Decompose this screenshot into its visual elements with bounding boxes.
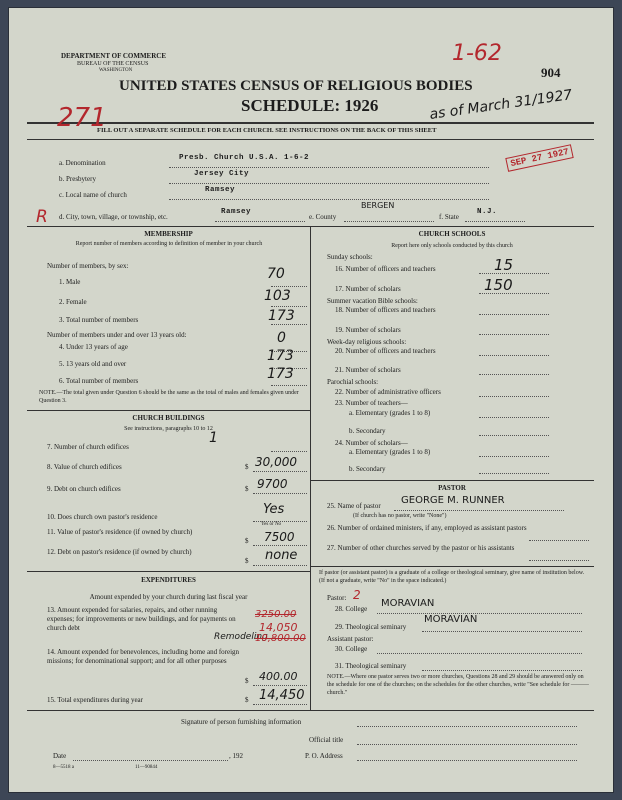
q24a-label: a. Elementary (grades 1 to 8): [349, 448, 431, 456]
bureau-label: BUREAU OF THE CENSUS: [77, 61, 149, 67]
signature-label: Signature of person furnishing information: [181, 718, 302, 726]
summer-schools-label: Summer vacation Bible schools:: [327, 297, 418, 305]
q12-dollar: $: [245, 557, 249, 565]
schools-heading: CHURCH SCHOOLS: [418, 230, 486, 238]
q26-label: 26. Number of ordained ministers, if any, employed as assistant pastors: [327, 524, 527, 532]
pastor-heading: PASTOR: [438, 484, 466, 492]
date-line: [73, 760, 228, 761]
q14-dollar: $: [245, 677, 249, 685]
q11-dollar: $: [245, 537, 249, 545]
state-value: N.J.: [477, 208, 498, 216]
q26-line: [529, 540, 589, 541]
buildings-subheading: See instructions, paragraphs 10 to 12: [124, 426, 213, 432]
local-name-value: Ramsey: [205, 186, 236, 194]
q23a-label: a. Elementary (grades 1 to 8): [349, 409, 431, 417]
q25-line: [394, 510, 564, 511]
q25-label: 25. Name of pastor: [327, 502, 381, 510]
sunday-schools-label: Sunday schools:: [327, 253, 373, 261]
presbytery-line: [169, 183, 489, 184]
state-label: f. State: [439, 213, 459, 221]
q27-label: 27. Number of other churches served by the pastor or his assistants: [327, 544, 515, 552]
as-of-date-annotation: as of March 31/1927: [428, 87, 574, 123]
q9-label: 9. Debt on church edifices: [47, 485, 121, 493]
q11-line: [253, 545, 307, 546]
q25-value: GEORGE M. RUNNER: [401, 495, 505, 506]
q19-line: [479, 334, 549, 335]
q15-dollar: $: [245, 696, 249, 704]
q7-label: 7. Number of church edifices: [47, 443, 129, 451]
q19-label: 19. Number of scholars: [335, 326, 401, 334]
female-label: 2. Female: [59, 298, 87, 306]
denomination-label: a. Denomination: [59, 159, 106, 167]
membership-intro: Report number of members according to definition of member in your church: [75, 241, 263, 247]
q29-label: 29. Theological seminary: [335, 623, 407, 631]
q23a-line: [479, 417, 549, 418]
corner-number: 904: [541, 65, 561, 80]
date-year: , 192: [229, 752, 243, 760]
q22-line: [479, 396, 549, 397]
q13-remodeling-amount: 10,800.00: [255, 633, 306, 644]
q8-label: 8. Value of church edifices: [47, 463, 122, 471]
form-code: 8—5518 a: [53, 765, 74, 770]
q25-hint: (If church has no pastor, write "None"): [353, 513, 447, 519]
q11-label: 11. Value of pastor's residence (if owned by church): [47, 528, 193, 536]
signature-line: [357, 726, 577, 727]
left-number-annotation: 271: [57, 103, 107, 133]
q28-value: MORAVIAN: [381, 598, 435, 609]
pastor-note: NOTE.—Where one pastor serves two or more churches, Questions 28 and 29 should be answered only on the schedule for one of the churches; on the schedules for the other churches, write "See schedule for ——— church.": [327, 674, 589, 696]
over-13-label: 5. 13 years old and over: [59, 360, 127, 368]
q13-amount: 14,050: [259, 621, 298, 634]
pastor-subhead: Pastor:: [327, 594, 347, 602]
q12-value: none: [265, 548, 298, 563]
q30-line: [377, 653, 582, 654]
weekday-schools-label: Week-day religious schools:: [327, 338, 407, 346]
schedule-title: SCHEDULE: 1926: [241, 96, 379, 115]
yes-no-hint: Yes or No: [261, 522, 282, 527]
male-value: 70: [267, 266, 285, 282]
grid-center-divider: [310, 226, 311, 710]
q29-value: MORAVIAN: [424, 614, 478, 625]
header-rule-top: [27, 122, 594, 124]
top-code-annotation: 1-62: [452, 41, 502, 66]
q12-line: [253, 565, 307, 566]
po-address-label: P. O. Address: [305, 752, 343, 760]
q21-label: 21. Number of scholars: [335, 366, 401, 374]
q17-label: 17. Number of scholars: [335, 285, 401, 293]
q30-label: 30. College: [335, 645, 368, 653]
q13-label: 13. Amount expended for salaries, repairs, and other running expenses; for improvements or new buildings, and for payments on church debt: [47, 606, 236, 632]
grid-bottom: [27, 710, 594, 711]
city-value: Ramsey: [221, 208, 252, 216]
q9-dollar: $: [245, 485, 249, 493]
under-13-value: 0: [277, 330, 286, 346]
official-title-line: [357, 744, 577, 745]
po-address-line: [357, 760, 577, 761]
male-line: [271, 286, 307, 287]
over-13-value: 173: [267, 348, 294, 364]
q15-value: 14,450: [259, 688, 305, 703]
membership-note: NOTE.—The total given under Question 6 should be the same as the total of males and females given under Question 3.: [39, 390, 299, 404]
q8-line: [253, 471, 307, 472]
q16-line: [479, 273, 549, 274]
city-line: [215, 221, 305, 222]
q21-line: [479, 374, 549, 375]
q23b-label: b. Secondary: [349, 427, 386, 435]
official-title-label: Official title: [309, 736, 344, 744]
q15-line: [253, 704, 307, 705]
q11-value: 7500: [264, 530, 295, 544]
total-members-3-line: [271, 324, 307, 325]
total-members-6-line: [271, 385, 307, 386]
q23b-line: [479, 435, 549, 436]
q15-label: 15. Total expenditures during year: [47, 696, 143, 704]
q20-label: 20. Number of officers and teachers: [335, 347, 436, 355]
county-line: [344, 221, 434, 222]
assistant-pastor-subhead: Assistant pastor:: [327, 635, 374, 643]
q17-value: 150: [484, 276, 513, 294]
q9-value: 9700: [257, 477, 288, 491]
city-label-field: d. City, town, village, or township, etc.: [59, 213, 168, 221]
pastor-number: 2: [353, 588, 361, 602]
q13-struck-amount: 3250.00: [255, 609, 297, 620]
q8-value: 30,000: [255, 455, 297, 469]
total-members-6-label: 6. Total number of members: [59, 377, 139, 385]
denomination-value: Presb. Church U.S.A. 1-6-2: [179, 154, 310, 162]
department-label: DEPARTMENT OF COMMERCE: [61, 52, 167, 60]
census-form-sheet: [9, 8, 613, 792]
q24b-line: [479, 473, 549, 474]
total-members-3-value: 173: [268, 308, 295, 324]
q28-label: 28. College: [335, 605, 368, 613]
expenditures-heading: EXPENDITURES: [141, 576, 196, 584]
instruction-line: FILL OUT A SEPARATE SCHEDULE FOR EACH CHURCH. SEE INSTRUCTIONS ON THE BACK OF THIS SHEET: [97, 127, 437, 134]
q23-label: 23. Number of teachers—: [335, 399, 408, 407]
parochial-schools-label: Parochial schools:: [327, 378, 379, 386]
county-value: BERGEN: [361, 201, 395, 210]
q31-line: [422, 670, 582, 671]
pastor-rule: [310, 480, 594, 481]
q18-line: [479, 314, 549, 315]
membership-heading: MEMBERSHIP: [144, 230, 193, 238]
presbytery-label: b. Presbytery: [59, 175, 96, 183]
local-name-label: c. Local name of church: [59, 191, 127, 199]
total-members-6-value: 173: [267, 366, 294, 382]
q14-value: 400.00: [259, 670, 298, 683]
print-code: 11—90844: [135, 765, 158, 770]
q14-label: 14. Amount expended for benevolences, including home and foreign missions; for denominational support; and for all other purposes: [47, 648, 240, 665]
presbytery-value: Jersey City: [194, 170, 250, 178]
local-name-line: [169, 199, 489, 200]
city-label: WASHINGTON: [99, 68, 133, 73]
q24-label: 24. Number of scholars—: [335, 439, 408, 447]
female-value: 103: [264, 288, 291, 304]
expenditures-rule: [27, 571, 310, 572]
margin-mark: R: [36, 207, 48, 227]
grad-rule: [310, 566, 594, 567]
q13-remodeling-note: Remodeling: [214, 632, 268, 642]
expenditures-intro: Amount expended by your church during last fiscal year: [89, 593, 248, 601]
under-13-label: 4. Under 13 years of age: [59, 343, 128, 351]
q27-line: [529, 560, 589, 561]
q12-label: 12. Debt on pastor's residence (if owned by church): [47, 548, 192, 556]
buildings-rule: [27, 410, 310, 411]
q31-label: 31. Theological seminary: [335, 662, 407, 670]
q18-label: 18. Number of officers and teachers: [335, 306, 436, 314]
q16-value: 15: [494, 256, 514, 274]
buildings-heading: CHURCH BUILDINGS: [132, 414, 205, 422]
q9-line: [253, 493, 307, 494]
denomination-line: [169, 167, 489, 168]
male-label: 1. Male: [59, 278, 81, 286]
q10-value: Yes: [263, 502, 285, 517]
q8-dollar: $: [245, 463, 249, 471]
received-date-stamp: SEP 27 1927: [505, 144, 574, 172]
state-line: [465, 221, 525, 222]
q29-line: [422, 631, 582, 632]
q16-label: 16. Number of officers and teachers: [335, 265, 436, 273]
q28-line: [377, 613, 582, 614]
schools-intro: Report here only schools conducted by this church: [391, 243, 513, 249]
q14-line: [253, 685, 307, 686]
q10-label: 10. Does church own pastor's residence: [47, 513, 158, 521]
date-label: Date: [53, 752, 67, 760]
q22-label: 22. Number of administrative officers: [335, 388, 441, 396]
female-line: [271, 306, 307, 307]
county-label: e. County: [309, 213, 337, 221]
q24a-line: [479, 456, 549, 457]
q7-line: [271, 451, 307, 452]
age-intro-label: Number of members under and over 13 years old:: [47, 331, 187, 339]
header-rule-bottom: [27, 139, 594, 140]
graduate-note: If pastor (or assistant pastor) is a graduate of a college or theological seminary, give name of institution below. (If not a graduate, write "No" in the space indicated.): [319, 570, 585, 584]
q24b-label: b. Secondary: [349, 465, 386, 473]
total-members-3-label: 3. Total number of members: [59, 316, 139, 324]
form-title: UNITED STATES CENSUS OF RELIGIOUS BODIES: [119, 78, 473, 94]
q7-value: 1: [209, 430, 218, 446]
members-by-sex-label: Number of members, by sex:: [47, 262, 129, 270]
q20-line: [479, 355, 549, 356]
